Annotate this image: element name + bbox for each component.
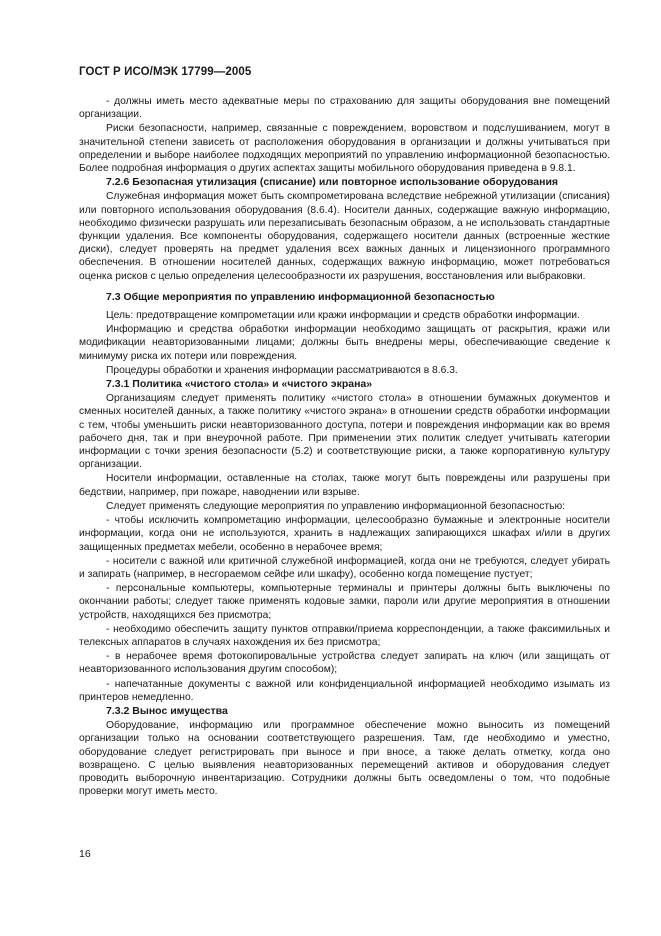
page-number: 16 xyxy=(79,848,91,860)
paragraph: Процедуры обработки и хранения информации рассматриваются в 8.6.3. xyxy=(106,364,458,376)
paragraph: Оборудование, информацию или программное обеспечение можно выносить из помещений организации только на основании соответствующего разрешения. Там, где необходимо и уместно, оборудование следует регистрировать при выносе и при вносе, а также делать отметку, когда оно возвращено. С целью выявления неавторизованных перемещений активов и оборудования следует проводить выборочную инвентаризацию. Сотрудники должны быть осведомлены о том, что подобные проверки могут иметь место. xyxy=(79,720,610,798)
list-item: - чтобы исключить компрометацию информации, целесообразно бумажные и электронные носители информации, когда они не используются, хранить в надлежащих запирающихся шкафах и/или в других защищенных предметах мебели, особенно в нерабочее время; xyxy=(79,515,610,553)
list-item: - носители с важной или критичной служебной информацией, когда они не требуются, следует убирать и запирать (например, в несгораемом сейфе или шкафу), особенно когда помещение пустует; xyxy=(79,555,610,580)
section-heading-7-3-1: 7.3.1 Политика «чистого стола» и «чистого экрана» xyxy=(106,378,373,391)
paragraph: Риски безопасности, например, связанные с повреждением, воровством и подслушиванием, могут в значительной степени зависеть от расположения оборудования в организации и должны учитываться при определении и выборе наиболее подходящих мероприятий по управлению информационной безопасностью. Более подробная информация о других аспектах защиты мобильного оборудования приведена в 9.8.1. xyxy=(79,123,610,175)
section-heading-7-3: 7.3 Общие мероприятия по управлению информационной безопасностью xyxy=(106,290,495,303)
list-item: - в нерабочее время фотокопировальные устройства следует запирать на ключ (или защищать от неавторизованного использования другим способом); xyxy=(79,651,610,676)
list-item: - персональные компьютеры, компьютерные терминалы и принтеры должны быть выключены по окончании работы; следует также применять кодовые замки, пароли или другие мероприятия в отношении устройств, находящихся без присмотра; xyxy=(79,583,610,621)
paragraph: Носители информации, оставленные на столах, также могут быть повреждены или разрушены при бедствии, например, при пожаре, наводнении или взрыве. xyxy=(79,473,610,498)
section-heading-7-2-6: 7.2.6 Безопасная утилизация (списание) или повторное использование оборудования xyxy=(106,176,559,189)
paragraph: - должны иметь место адекватные меры по страхованию для защиты оборудования вне помещений организации. xyxy=(79,96,610,121)
paragraph: Информацию и средства обработки информации необходимо защищать от раскрытия, кражи или модификации неавторизованными лицами; должны быть внедрены меры, обеспечивающие сведение к минимуму риска их потери или повреждения. xyxy=(79,324,610,362)
paragraph: Цель: предотвращение компрометации или кражи информации и средств обработки информации. xyxy=(106,310,580,322)
list-item: - напечатанные документы с важной или конфиденциальной информацией необходимо изымать из принтеров немедленно. xyxy=(79,678,610,703)
paragraph: Организациям следует применять политику «чистого стола» в отношении бумажных документов и сменных носителей данных, а также политику «чистого экрана» в отношении средств обработки информации с тем, чтобы уменьшить риски неавторизованного доступа, потери и повреждения информации как во время рабочего дня, так и при внеурочной работе. При применении этих политик следует учитывать категории информации с точки зрения безопасности (5.2) и соответствующие риски, а также корпоративную культуру организации. xyxy=(79,393,610,471)
paragraph: Следует применять следующие мероприятия по управлению информационной безопасностью: xyxy=(106,500,566,512)
document-body xyxy=(79,95,610,799)
paragraph: Служебная информация может быть скомпрометирована вследствие небрежной утилизации (списания) или повторного использования оборудования (8.6.4). Носители данных, содержащие важную информацию, необходимо физически разрушать или перезаписывать безопасным образом, а не использовать стандартные функции удаления. Все компоненты оборудования, содержащего носители данных (встроенные жесткие диски), следует проверять на предмет удаления всех важных данных и лицензионного программного обеспечения. В отношении носителей данных, содержащих важную информацию, может потребоваться оценка рисков с целью определения целесообразности их разрушения, восстановления или выбраковки. xyxy=(79,191,610,282)
list-item: - необходимо обеспечить защиту пунктов отправки/приема корреспонденции, а также факсимильных и телексных аппаратов в случаях нахождения их без присмотра; xyxy=(79,623,610,648)
document-header: ГОСТ Р ИСО/МЭК 17799—2005 xyxy=(79,66,252,78)
section-heading-7-3-2: 7.3.2 Вынос имущества xyxy=(106,704,228,717)
